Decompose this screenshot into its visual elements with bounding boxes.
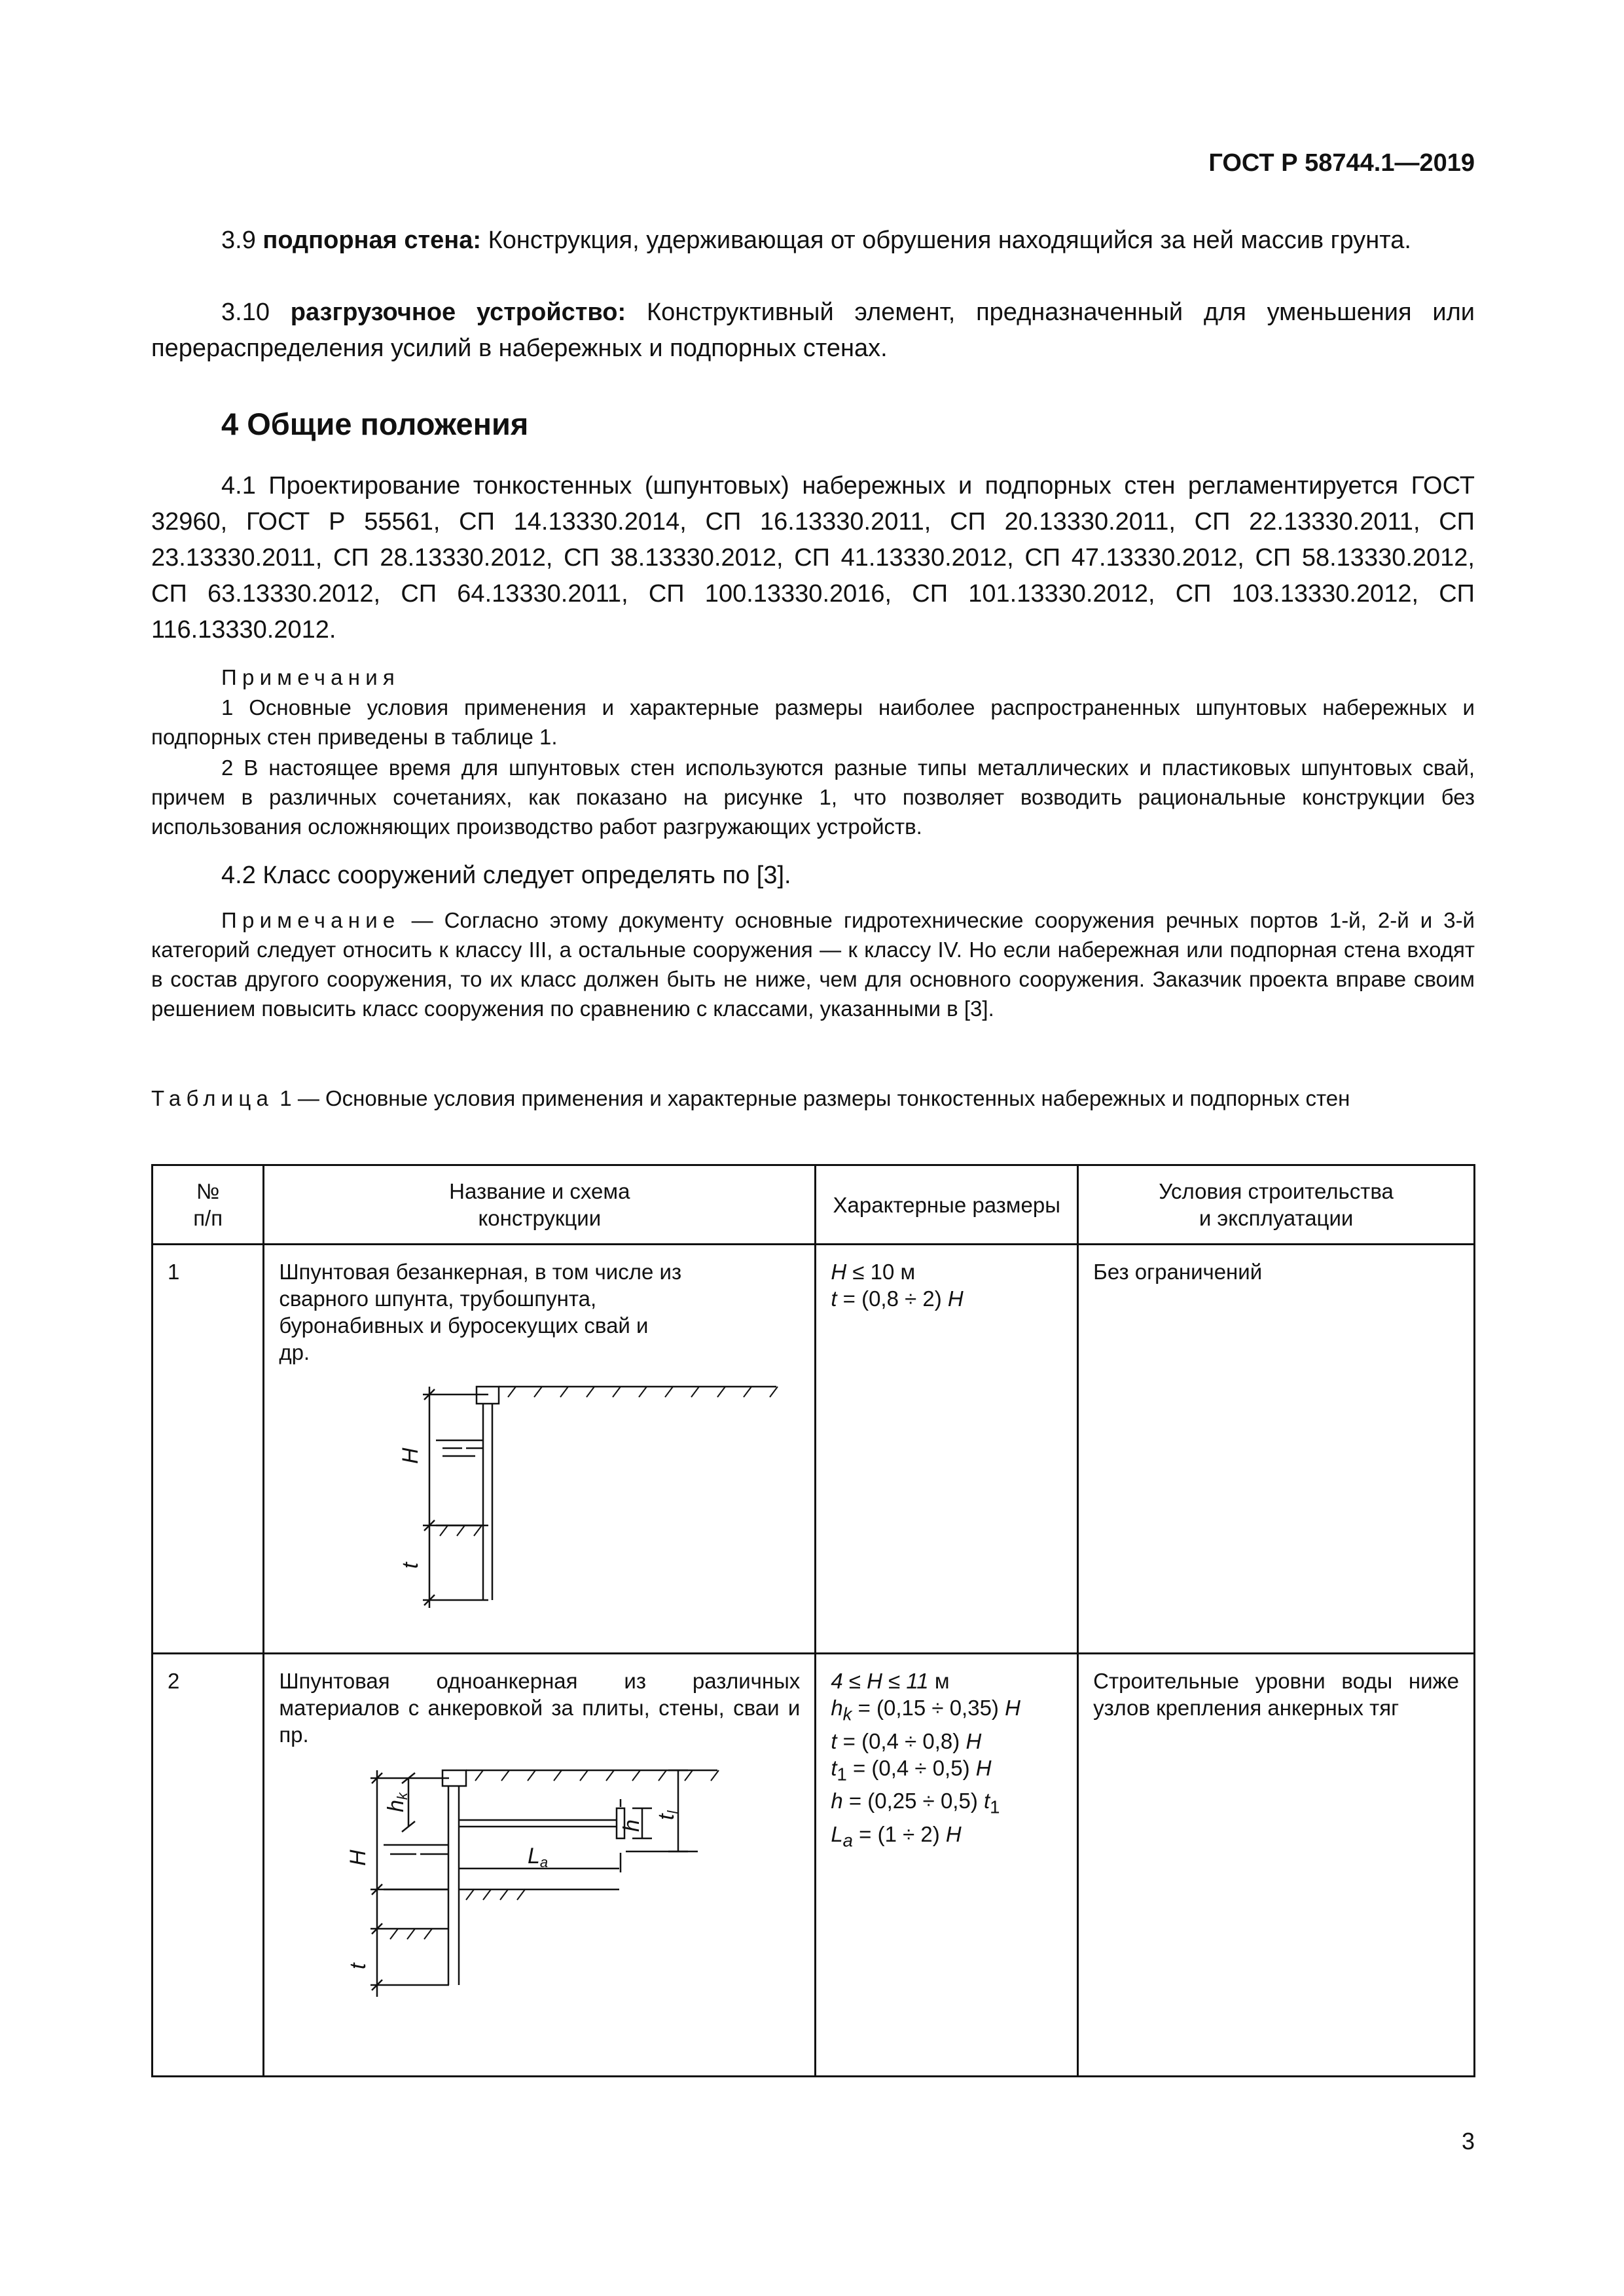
- table-caption: [151, 1084, 1475, 1113]
- row-conditions: Без ограничений: [1078, 1245, 1475, 1654]
- row-sizes: 4 ≤ H ≤ 11 м $h_k = (0,15 \div 0,35)$ H t = (0,4 ÷ 0,8) H $t_1 = (0,4 \div 0,5)$ H h = (0,25 ÷ 0,5) $t_1$ $L_a = (1 \div 2)$ H: [816, 1654, 1078, 2077]
- label-h: h: [619, 1819, 645, 1832]
- label-La: La: [528, 1844, 549, 1870]
- row-name-cell: [264, 1654, 816, 2077]
- term-3-9: [151, 223, 1475, 259]
- label-t: t: [346, 1963, 371, 1969]
- document-code: ГОСТ Р 58744.1—2019: [1208, 149, 1475, 177]
- table-header-row: [153, 1165, 1475, 1245]
- scheme-cantilever-wall-figure: [377, 1379, 796, 1621]
- note-2: 2 В настоящее время для шпунтовых стен используются разные типы металлических и пластиковых шпунтовых свай, причем в различных сочетаниях, как показано на рисунке 1, что позволяет возводить рациональные конструкции без использования осложняющих производство работ разгружающих устройств.: [151, 756, 1475, 839]
- table-caption-label: Таблица: [151, 1086, 274, 1110]
- term-number: 3.10: [221, 299, 270, 326]
- term-number: 3.9: [221, 227, 256, 254]
- header-sizes: Характерные размеры: [816, 1165, 1078, 1245]
- term-name: подпорная стена:: [262, 227, 481, 254]
- table-row: [153, 1654, 1475, 2077]
- table-caption-text: 1 — Основные условия применения и характерные размеры тонкостенных набережных и подпорных стен: [274, 1086, 1350, 1110]
- term-definition: Конструкция, удерживающая от обрушения находящийся за ней массив грунта.: [488, 227, 1411, 254]
- row-sizes: H ≤ 10 м t = (0,8 ÷ 2) H: [816, 1245, 1078, 1654]
- table-row: [153, 1245, 1475, 1654]
- note-4-2: [151, 905, 1475, 1023]
- term-name: разгрузочное устройство:: [290, 299, 626, 326]
- header-name: Название и схема конструкции: [264, 1165, 816, 1245]
- label-t: t: [398, 1562, 424, 1569]
- label-hk: hk: [384, 1793, 411, 1812]
- note-text: — Согласно этому документу основные гидротехнические сооружения речных портов 1-й, 2-й и 3-й категорий следует относить к классу III, а остальные сооружения — к классу IV. Но если набережная или подпорная стена входят в состав другого сооружения, то их класс должен быть не ниже, чем для основного сооружения. Заказчик проекта вправе своим решением повысить класс сооружения по сравнению с классами, указанными в [3].: [151, 908, 1475, 1021]
- row-name: Шпунтовая безанкерная, в том числе из сварного шпунта, трубошпунта, буронабивных и буросекущих свай и др.: [279, 1260, 682, 1364]
- notes-title-text: Примечания: [221, 665, 401, 689]
- label-H: H: [346, 1850, 371, 1866]
- paragraph-4-1: 4.1 Проектирование тонкостенных (шпунтовых) набережных и подпорных стен регламентируется ГОСТ 32960, ГОСТ Р 55561, СП 14.13330.2014, СП 16.13330.2011, СП 20.13330.2011, СП 22.13330.2011, СП 23.13330.2011, СП 28.13330.2012, СП 38.13330.2012, СП 41.13330.2012, СП 47.13330.2012, СП 58.13330.2012, СП 63.13330.2012, СП 64.13330.2011, СП 100.13330.2016, СП 101.13330.2012, СП 103.13330.2012, СП 116.13330.2012.: [151, 472, 1475, 644]
- note-label: Примечание: [221, 908, 401, 932]
- row-name-cell: [264, 1245, 816, 1654]
- header-num: № п/п: [153, 1165, 264, 1245]
- term-definition: Конструктивный элемент, предназначенный для уменьшения или перераспределения усилий в набережных и подпорных стенах.: [151, 299, 1475, 362]
- row-name: Шпунтовая одноанкерная из различных материалов с анкеровкой за плиты, стены, сваи и пр.: [279, 1669, 801, 1747]
- header-conditions: Условия строительства и эксплуатации: [1078, 1165, 1475, 1245]
- term-3-10: [151, 295, 1475, 367]
- row-number: 1: [153, 1245, 264, 1654]
- label-H: H: [398, 1448, 424, 1464]
- note-1: 1 Основные условия применения и характерные размеры наиболее распространенных шпунтовых набережных и подпорных стен приведены в таблице 1.: [151, 695, 1475, 749]
- row-number: 2: [153, 1654, 264, 2077]
- label-t1: tl: [654, 1810, 681, 1820]
- page-number: 3: [1461, 2128, 1475, 2155]
- paragraph-4-2: 4.2 Класс сооружений следует определять по [3].: [221, 862, 791, 889]
- row-conditions: Строительные уровни воды ниже узлов крепления анкерных тяг: [1078, 1654, 1475, 2077]
- scheme-anchored-wall-figure: [312, 1761, 770, 2003]
- notes-title: [221, 663, 1475, 692]
- section-heading: 4 Общие положения: [221, 407, 529, 441]
- conditions-table: [151, 1164, 1475, 2077]
